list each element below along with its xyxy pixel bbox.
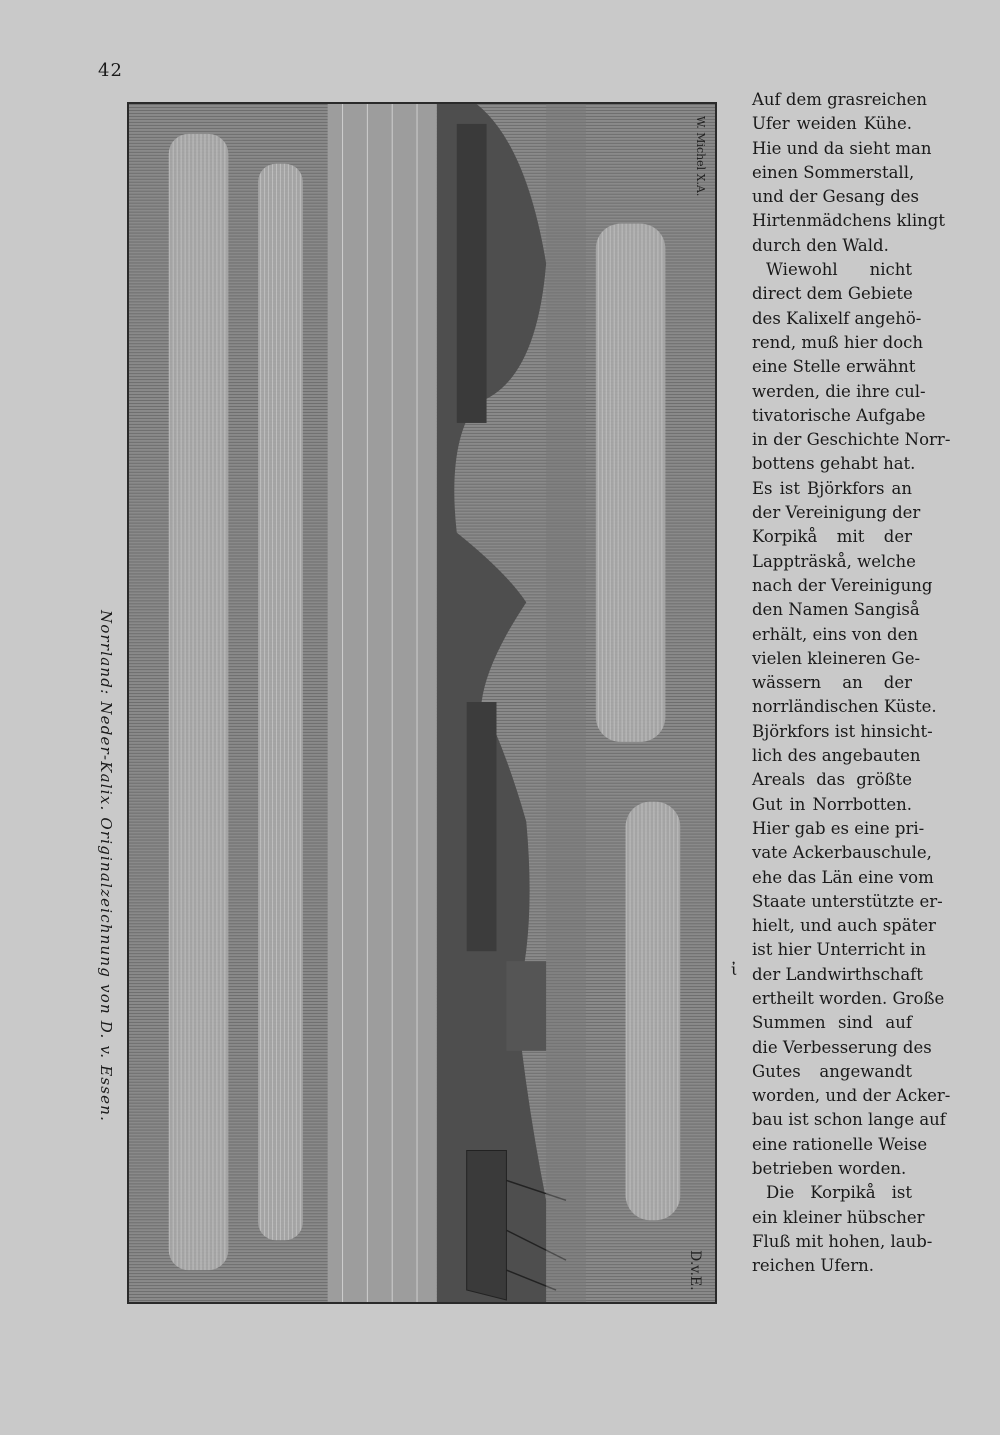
text-line: wässern an der xyxy=(752,673,912,693)
text-line: Hier gab es eine pri- xyxy=(752,818,925,838)
text-line: eine Stelle erwähnt xyxy=(752,357,916,377)
text-line: Gut in Norrbotten. xyxy=(752,794,912,814)
text-line: werden, die ihre cul- xyxy=(752,381,926,401)
text-line: Areals das größte xyxy=(752,770,912,790)
text-line: einen Sommerstall, xyxy=(752,162,915,182)
text-line: der Vereinigung der xyxy=(752,503,921,523)
artist-signature: D.v.E. xyxy=(687,1250,704,1291)
text-line: norrländischen Küste. xyxy=(752,697,937,717)
text-line: ertheilt worden. Große xyxy=(752,988,945,1008)
margin-mark: ἰ xyxy=(731,960,738,979)
text-line: Björkfors ist hinsicht- xyxy=(752,721,933,741)
text-line: Wiewohl nicht xyxy=(766,260,912,280)
text-line: Summen sind auf xyxy=(752,1013,912,1033)
page-number: 42 xyxy=(98,60,123,81)
text-line: reichen Ufern. xyxy=(752,1256,874,1276)
text-line: vate Ackerbauschule, xyxy=(752,843,932,863)
text-line: Auf dem grasreichen xyxy=(752,90,928,109)
text-line: Hirtenmädchens klingt xyxy=(752,211,945,231)
text-line: Ufer weiden Kühe. xyxy=(752,114,912,134)
text-line: in der Geschichte Norr- xyxy=(752,430,951,450)
text-line: ist hier Unterricht in xyxy=(752,940,927,960)
text-line: Korpikå mit der xyxy=(752,527,912,547)
engraving-illustration xyxy=(127,102,717,1304)
text-line: durch den Wald. xyxy=(752,235,889,255)
body-text-column xyxy=(752,88,951,1279)
text-line: lich des angebauten xyxy=(752,746,921,766)
text-line: hielt, und auch später xyxy=(752,916,936,936)
text-line: Die Korpikå ist xyxy=(766,1183,912,1203)
text-line: vielen kleineren Ge- xyxy=(752,648,921,668)
text-line: rend, muß hier doch xyxy=(752,332,924,352)
text-line: und der Gesang des xyxy=(752,187,919,207)
text-line: erhält, eins von den xyxy=(752,624,918,644)
text-line: der Landwirthschaft xyxy=(752,964,923,984)
text-line: nach der Vereinigung xyxy=(752,575,933,595)
text-line: bau ist schon lange auf xyxy=(752,1110,946,1130)
text-line: den Namen Sangiså xyxy=(752,600,920,620)
water-surface xyxy=(328,104,437,1302)
engraver-signature: W. Michel X.A. xyxy=(694,115,708,197)
text-line: eine rationelle Weise xyxy=(752,1134,928,1154)
text-line: die Verbesserung des xyxy=(752,1037,932,1057)
text-line: Lappträskå, welche xyxy=(752,551,916,571)
text-line: bottens gehabt hat. xyxy=(752,454,916,474)
text-line: direct dem Gebiete xyxy=(752,284,913,304)
caption-text: Norrland: Neder-Kalix. Originalzeichnung von D. v. Essen. xyxy=(97,610,115,1123)
text-line: tivatorische Aufgabe xyxy=(752,405,926,425)
ground-band xyxy=(546,104,586,1302)
text-line: des Kalixelf angehö- xyxy=(752,308,922,328)
text-line: worden, und der Acker- xyxy=(752,1086,951,1106)
engraving-svg xyxy=(129,104,715,1302)
text-line: ehe das Län eine vom xyxy=(752,867,934,887)
text-line: Hie und da sieht man xyxy=(752,138,932,158)
text-line: Fluß mit hohen, laub- xyxy=(752,1231,933,1251)
illustration-caption xyxy=(97,102,127,1304)
text-line: ein kleiner hübscher xyxy=(752,1207,925,1227)
text-line: Gutes angewandt xyxy=(752,1061,912,1081)
text-line: Es ist Björkfors an xyxy=(752,478,912,498)
text-line: Staate unterstützte er- xyxy=(752,891,943,911)
text-line: betrieben worden. xyxy=(752,1159,907,1179)
